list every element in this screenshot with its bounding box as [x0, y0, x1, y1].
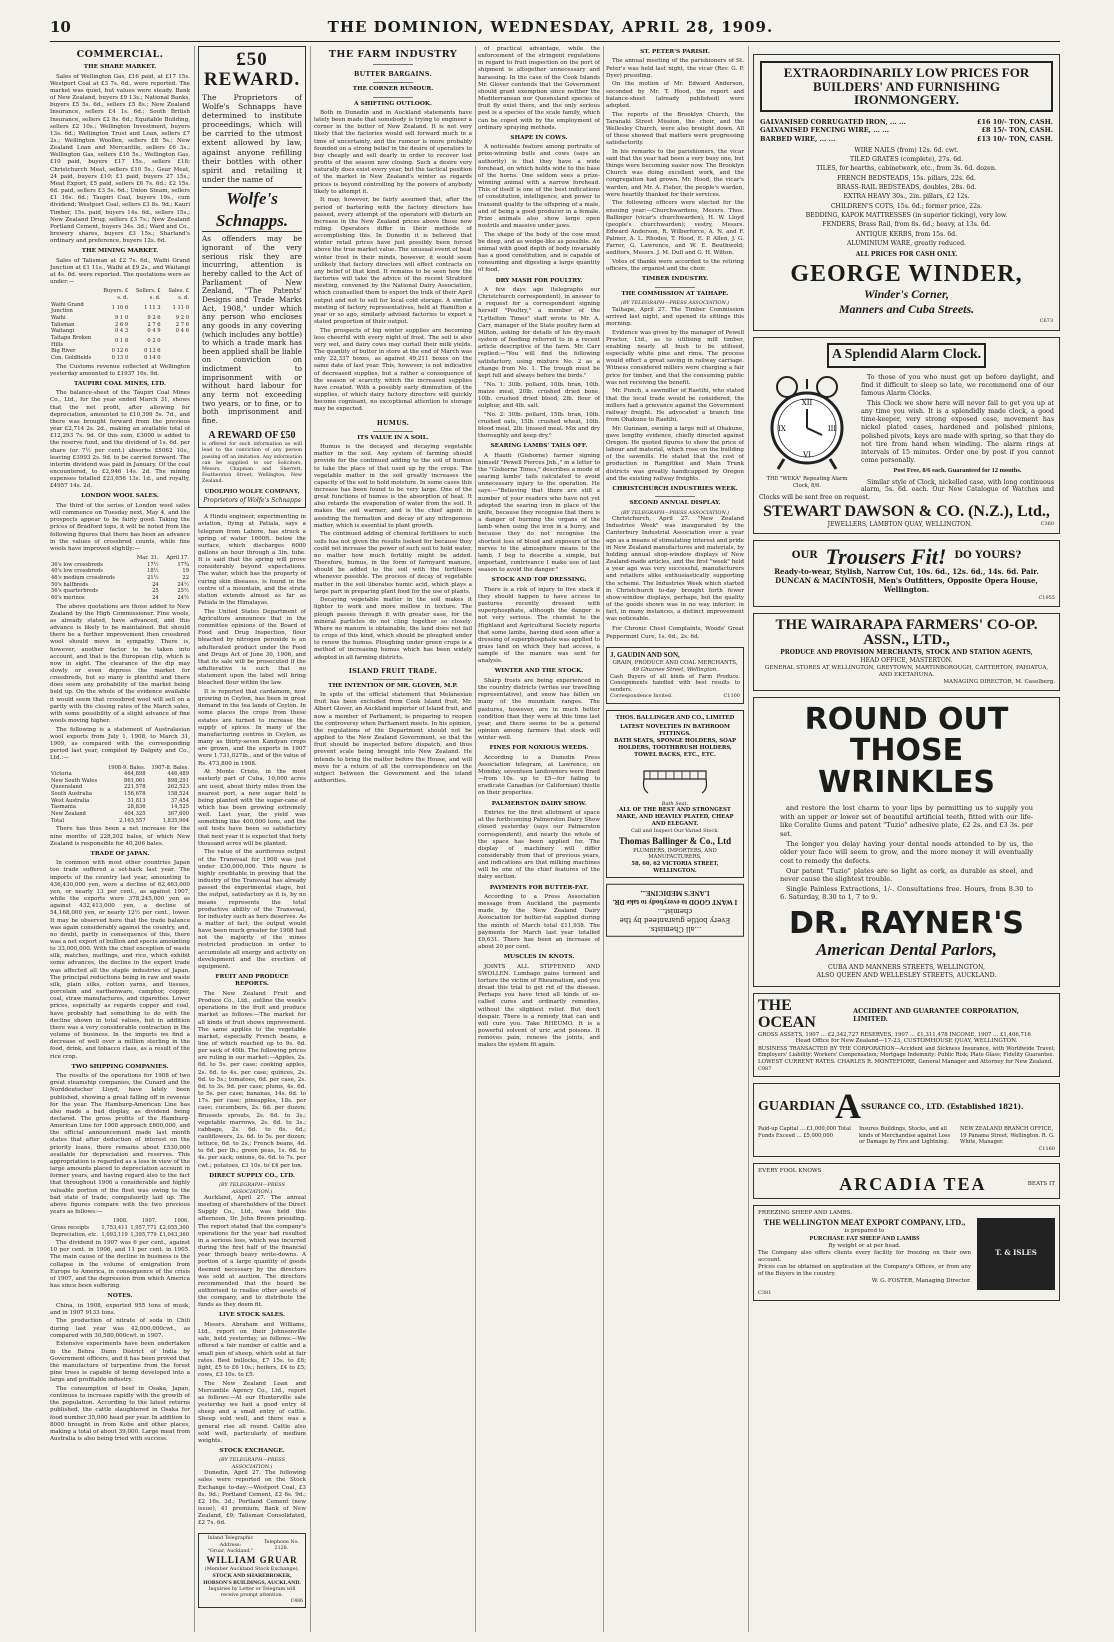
article-text: Entries for the first allotment of space at the forthcoming Palmerston Dairy Show closed yesterday (says our Palmerston correspondent), and nearly the whole of the space has been applied for. The display of machinery will differ considerably from that of previous years, and indications are that milking machines will be one of the chief features of the dairy section. — [478, 810, 600, 881]
rayner-headline: THOSE WRINKLES — [818, 733, 995, 800]
article-text: The dividend in 1907 was 6 per cent., against 10 per cent. in 1906, and 11 per cent. in 1905. The main cause of the decline in business is the collapse in the volume of emigration from Europe to America, in consequence of the crisis of 1907, and the depression from which America has since been suffering. — [50, 1240, 190, 1290]
ad-code: C987 — [758, 1065, 772, 1072]
list-item: CHILDREN'S COTS, 15s. 6d.; former price, 22s. — [830, 202, 983, 210]
rayner-name: DR. RAYNER'S — [788, 905, 1025, 941]
article-source: (BY TELEGRAPH—PRESS ASSOCIATION.) — [620, 509, 730, 516]
arcadia-name: ARCADIA TEA — [839, 1174, 987, 1195]
article-title: THE SHARE MARKET. — [83, 64, 157, 71]
broker-line: STOCK AND SHAREBROKER, — [212, 1572, 292, 1579]
gaudin-ad — [606, 647, 744, 704]
broker-name: WILLIAM GRUAR — [206, 1554, 298, 1565]
broker-line: (Member Auckland Stock Exchange), — [204, 1566, 300, 1573]
table-row: Taitapu Broken Hills 0 1 8 0 2 0 — [51, 334, 161, 348]
article-title: STOCK EXCHANGE. — [219, 1448, 285, 1455]
column-farm-industry — [314, 46, 472, 1632]
wairarapa-line: PRODUCE AND PROVISION MERCHANTS, STOCK AND STATION AGENTS, — [780, 649, 1033, 657]
rayner-text: Single Painless Extractions, 1/-. Consultations free. Hours, from 8.30 to 6. Saturday, 8.30 to 1, 7 to 9. — [780, 884, 1033, 902]
rayner-text: The longer you delay having your dental needs attended to by us, the older your face will seem to grow, and the more money it will eventually cost to remedy the defects. — [780, 839, 1033, 865]
guardian-line: Insures Buildings, Stocks, and all kinds of Merchandise against Loss or Damage by Fire and Lightning. — [859, 1125, 951, 1146]
gaudin-line: Cash Buyers of all kinds of Farm Produce. Consignments handled with best results to senders. — [610, 673, 740, 693]
ballinger-line: Call and Inspect Our Varied Stock. — [631, 827, 719, 834]
wairarapa-line: MANAGING DIRECTOR, M. Caselberg. — [943, 678, 1055, 685]
table-row: Waitangi 0 4 3 0 4 9 0 4 6 — [51, 328, 189, 335]
guardian-line: SSURANCE CO., LTD. (Established 1821). — [861, 1101, 1024, 1111]
ad-code: C1955 — [1038, 595, 1055, 602]
article-text: A few days ago (telegraphs our Christchurch correspondent), in answer to a request for a correspondent signing herself "Poultry," a member of the "Lyttelton Times" staff wrote to Mr. A. Carr, manager of the State poultry farm at Milton, asking for details of his dry-mash system of feeding referred to in a recent article descriptive of the farm. Mr. Carr replied:—"You will find the following satisfactory, using mixture No. 2 as a change from No. 1. The trough must be kept full and always before the birds." — [478, 287, 600, 379]
article-text: "No. 2: 30lb. pollard, 15lb. bran, 10lb. crushed oats, 15lb. crushed wheat, 10lb. blood meal, 2lb. linseed meal. Mix and dry thoroughly and keep dry." — [478, 411, 600, 440]
article-subtitle: THE CORNER RUMOUR. — [352, 86, 434, 93]
ballinger-ad — [606, 710, 744, 878]
article-text: In spite of the official statement that Melanesian fruit has been excluded from Cook Island fruit, Mr. Albert Glover, an Auckland importer of Island fruit, and now a member of Parliament, is preparing to reopen the controversy when Parliament meets. In his opinion, the regulations of the Department should not be applied to the New Zealand Government, so that the fruit should be inspected before dispatch, and thus prevent scale being brought into New Zealand. He intends to bring the matter before the House, and will move for a return of all the correspondence on the subject between the Government and the island authorities. — [314, 692, 472, 785]
guardian-line: NEW ZEALAND BRANCH OFFICE, 19 Panama Street, Wellington. R. G. White, Manager. — [960, 1125, 1055, 1146]
article-text: It is reported that cardamom, now growing in Ceylon, has been in great demand in the tea lands of Ceylon. In some places the crops from these estates are turned to increase the supply of spices. In many of the manufacturing centres in Ceylon, as many as thirty-seven Kandyan crops are grown, and the exports in 1907 were 1,731,027lb., and of the value of Rs. 473,800 in 1908. — [198, 688, 306, 767]
article-title: HUMUS. — [376, 419, 410, 427]
table-row: Waihi 9 1 0 9 2 6 9 2 0 — [51, 314, 189, 321]
list-item: TILED GRATES (complete), 27s. 6d. — [849, 156, 964, 164]
list-item: TILES, for hearths, cabinetwork, etc., from 3s. 6d. dozen. — [816, 165, 997, 173]
reward-subtitle: A REWARD OF £50 — [208, 429, 296, 441]
wairarapa-ad — [753, 613, 1060, 691]
ad-code: C381 — [758, 1289, 772, 1296]
clock-title: A Splendid Alarm Clock. — [827, 343, 986, 368]
table-row: New South Wales 861,061 898,291 — [51, 777, 189, 784]
rayner-text: and restore the lost charm to your lips by permitting us to supply you with an upper or lower set of beautiful artificial teeth, fitted with our life-like Coralite Gums and patent "Tuzio" adhesive plate, £2 2s. and £3 3s. per set. — [780, 804, 1033, 838]
article-text: Taihape, April 27. The Timber Commission arrived last night, and opened its sittings this morning. — [606, 306, 744, 327]
table-row: Talisman 2 6 9 2 7 6 2 7 6 — [51, 321, 189, 328]
article-title: FINES FOR NOXIOUS WEEDS. — [489, 745, 589, 752]
winder-sub: Manners and Cuba Streets. — [838, 302, 975, 317]
meat-line: By weight or at per head. — [828, 1243, 901, 1250]
article-text: The Customs revenue collected at Wellington yesterday amounted to £1937 16s. 9d. — [50, 363, 190, 377]
wolfe-schnapps-ad — [198, 46, 306, 508]
clock-company: STEWART DAWSON & CO. (N.Z.), Ltd., — [763, 502, 1050, 520]
trousers-line: DUNCAN & MACINTOSH, Men's Outfitters, Opposite Opera House, Wellington. — [775, 576, 1038, 595]
clock-price: Post Free, 8/6 each. Guaranteed for 12 months. — [893, 467, 1022, 475]
article-text: A noticeable feature among portraits of prize-winning bulls and cows (says an authority) is that they have a wide forehead, on which holds wide to the base of the horns. One seldom sees a prize-winning animal with a narrow forehead. This of itself is one of the best indications of constitution, intelligence, and power to transmit quality to the offspring of a male, and of being a good producer in a female. Prize animals also show large open nostrils and massive under jaws. — [478, 144, 600, 229]
article-text: "No. 1: 30lb. pollard, 10lb. bran, 10lb. maize meal, 20lb. crushed dried bone, 10lb. crushed dried blood, 2lb. flour of sulphur, and 4lb. salt. — [478, 381, 600, 409]
article-title: STOCK AND TOP DRESSING. — [491, 577, 587, 584]
article-text: Messrs. Abraham and Williams, Ltd., report on their Johnsonville sale, held yesterday, as follows:—We offered a fair number of cattle and a small pen of sheep, which sold at fair rates. Best bullocks, £7 15s. to £8; light, £5 to £6 10s.; heifers, £4 to £5; cows, £3 10s. to £5. — [198, 1321, 306, 1378]
svg-text:III: III — [827, 424, 837, 433]
list-item: WIRE NAILS (from) 12s. 6d. cwt. — [854, 146, 959, 154]
table-row: Con. Goldfields 0 13 0 0 14 0 — [51, 354, 161, 361]
table-header-row: 1908-9. Bales. 1907-8. Bales. — [108, 764, 189, 771]
list-item: ALUMINIUM WARE, greatly reduced. — [846, 239, 967, 247]
column-4 — [478, 46, 600, 1632]
article-text: Sales of Talisman at £2 7s. 6d., Waihi Grand Junction at £1 11s., Waihi at £9 2s., and Waitangi at 4s. 6d. were reported. The quotations were as under:— — [50, 257, 190, 286]
wairarapa-line: GENERAL STORES AT WELLINGTON, GREYTOWN, MARTINBOROUGH, CARTERTON, PAHIATUA, AND EKETAHUNA. — [764, 664, 1049, 678]
article-text: The continued adding of chemical fertilisers to such soils has not given the results looked for because they could not increase the power of such soil to hold water, no matter how much fertility might be added. Therefore, humus, in the form of farmyard manure, should be added to the soil with the fertilisers whenever possible. The process of decay of vegetable matter in the soil liberates humic acid, which plays a large part in preparing plant food for the use of plants. — [314, 531, 472, 595]
clock-address: JEWELLERS, LAMBTON QUAY, WELLINGTON. — [827, 520, 972, 528]
wool-tops-table — [50, 555, 190, 602]
article-subtitle: A SHIFTING OUTLOOK. — [354, 100, 432, 107]
gaudin-line: GRAIN, PRODUCE AND COAL MERCHANTS, — [612, 659, 738, 666]
guardian-line: Paid-up Capital ... £1,000,000 Total Funds Exceed ... £5,000,000 — [758, 1125, 851, 1139]
ballinger-line: LATEST NOVELTIES IN BATHROOM FITTINGS. — [620, 724, 730, 737]
trousers-left: OUR — [791, 550, 818, 562]
clock-caption: THE "WEKA" Repeating Alarm Clock, 8/6. — [766, 475, 848, 489]
inverted-line: ...all Chemists. — [648, 925, 702, 933]
article-text: Sharp frosts are being experienced in the country districts (writes our travelling representative), and snow has fallen on many of the mountain ranges. The pastures, however, are in much better condition than they were at this time last year, and there seems to be a general opinion among farmers that stock will winter well. — [478, 677, 600, 742]
article-subtitle: THE COMMISSION AT TAIHAPE. — [621, 290, 729, 297]
ocean-line: Head Office for New Zealand—17-23, CUSTOMHOUSE QUAY, WELLINGTON. — [795, 1038, 1018, 1045]
ocean-ad — [753, 993, 1060, 1077]
list-item: BARBED WIRE, ... ... £13 10/- TON, CASH. — [760, 134, 1053, 143]
article-title: MUSCLES IN KNOTS. — [503, 954, 575, 961]
article-text: In his remarks to the parishioners, the vicar said that the year had been a very busy one, but things were becoming easier now. The Brooklyn Church was doing excellent work, and the congregation had grown. Mr. Hood, the vicar's warden, and Mr. A. Fisher, the people's warden, were heartily thanked for their services. — [606, 148, 744, 198]
article-text: There has thus been a net increase for the nine months of 228,202 bales, of which New Zealand is responsible for 40,206 bales. — [50, 826, 190, 847]
article-text: Dunedin, April 27. The following sales were reported on the Stock Exchange to-day:—Westport Coal, £3 8s. 9d.; Portland Cement, £2 6s. 9d.; £2 16s. 3d.; Portland Cement (new issue), 41 premium; Bank of New Zealand, £9; Talisman Consolidated, £2 7s. 6d. — [198, 1470, 306, 1527]
shipping-table — [50, 1218, 190, 1238]
article-text: Christchurch, April 27. "New Zealand Industries Week" was inaugurated by the Canterbury Industrial Association over a year ago as a means of stimulating interest and pride in New Zealand manufactures and materials, by holding annual shop-window displays of New Zealand-made articles, and the first "week" held a year ago was very successful, manufacturers and retailers alike enthusiastically supporting the scheme. The Industries Week which started in Christchurch to-day brought forth fewer show-window displays, perhaps, but the quality of the goods shown was in no way inferior; in fact, in many instances, a distinct improvement was noticeable. — [606, 516, 744, 623]
newspaper-title: THE DOMINION, WEDNESDAY, APRIL 28, 1909. — [327, 17, 774, 36]
inverted-line: Every bottle guaranteed by the chemist... — [619, 907, 731, 925]
rayner-headline: ROUND OUT — [804, 701, 1009, 737]
article-title: LONDON WOOL SALES. — [81, 493, 159, 500]
article-text: The third of the series of London wool sales will commence on Tuesday next, May 4, and the prospects appear to be fairly good. Taking the prices of Bradford tops, it will be noted from the following figures that there has been an advance in the values of crossbred counts, while fine wools have improved slightly:— — [50, 502, 190, 552]
trousers-line: Ready-to-wear, Stylish, Narrow Cut, 10s. 6d., 12s. 6d., 14s. 6d. Pair. — [774, 567, 1039, 577]
ad-text: The Proprietors of Wolfe's Schnapps have determined to institute proceedings, which will be carried to the utmost extent allowed by law, against anyone refilling their bottles with other spirit and retailing it under the name of — [202, 92, 302, 184]
mining-quotation-table — [50, 288, 190, 361]
company-sub: Proprietors of Wolfe's Schnapps — [203, 496, 301, 504]
article-text: The following is a statement of Australasian wool exports from July 1, 1908, to March 31, 1909, as compared with the corresponding period last year, compiled by Dalgety and Co., Ltd.:— — [50, 726, 190, 762]
trousers-ad — [753, 540, 1060, 606]
article-title: ISLAND FRUIT TRADE. — [348, 667, 438, 675]
article-text: The consumption of beef in Osaka, Japan, continues to increase rapidly with the growth of the population. According to the latest returns published, the cattle slaughtered in Osaka for food number 35,000 head per year. In addition to 8000 brought in from Kobe and other places, making a total of about 39,000. Large meat from Australia is also being tried with success. — [50, 1385, 190, 1442]
table-header-row: 1908. 1907. 1906. — [112, 1218, 189, 1225]
column-2 — [198, 46, 306, 1632]
meat-sign: W. G. FOSTER, Managing Director. — [871, 1277, 971, 1284]
gruar-broker-ad — [198, 1533, 306, 1608]
gaudin-line: Correspondence Invited. — [610, 693, 673, 700]
article-text: The annual meeting of the parishioners of St. Peter's was held last night, the vicar (Rev. G. P. Dyer) presiding. — [606, 58, 744, 79]
ocean-line: LOWEST CURRENT RATES. CHARLES R. MONTEFIORE, General Manager and Attorney for New Zealand. — [758, 1058, 1053, 1065]
article-text: Mr. Gunnam, owning a large mill at Ohakune, gave lengthy evidence, chiefly directed against Oregon. He quoted figures to show the price of labour and material, which rose on the building of the sawmills. He stated that the cost of production in Rangitikei and Main Trunk districts was greatly handicapped by Oregon and the existing railway freights. — [606, 425, 744, 482]
reward-title: £50 REWARD. — [203, 49, 301, 90]
table-row: 46's medium crossbreds 21½ 22 — [51, 574, 189, 581]
list-item: BEDDING, KAPOK MATTRESSES (in superior ticking), very low. — [805, 211, 1008, 219]
article-subtitle: ITS VALUE IN A SOIL. — [357, 434, 429, 441]
article-title: SEARING LAMBS' TAILS OFF. — [490, 443, 588, 450]
article-text: China, in 1908, exported 955 tons of musk, and in 1907 9133 tons. — [50, 1302, 190, 1316]
table-row: 40's low crossbreds 18½ 19 — [51, 568, 189, 575]
clock-text: Similar style of Clock, nickelled case, with long continuous alarm, 5s. 6d. each. Our New Catalogue of Watches and Clocks will be sent free on request. — [759, 478, 1054, 502]
ocean-line: ACCIDENT AND GUARANTEE CORPORATION, LIMITED. — [853, 1006, 1019, 1023]
article-text: The New Zealand Fruit and Produce Co., Ltd., outline the week's operations in the fruit and produce market as follows:—The market for all kinds of fruit shows improvement. The same applies to the vegetable market, especially French beans, a line of which reached up to 9s. 6d. per sack of 40lb. The following prices are ruling in our market:—Apples, 2s. 6d. to 5s. per case; cooking apples, 2s. 6d. to 4s. per case; quinces, 2s. 6d. to 5s.; tomatoes, 6d. per case, 2s. 6d. to 3s. 9d. per case; plums, 4s. 6d. to 5s. per case; bananas, 14s. 6d. to 17s. per case; pineapples, 18s. per case; cucumbers, 2s. 6d. per dozen; Brussels sprouts, 2s. 6d. to 3s.; vegetable marrows, 2s. 6d. to 3s.; cabbage, 2s. 6d. to 6s. 6d.; cauliflowers, 2s. 6d. to 5s. per dozen; lettuce, 6d. to 2s.; French beans, 4d. to 6d. per lb.; green peas, 1s. 6d. to 4s. per sack; onions, 6s. 6d. to 7s. per cwt.; potatoes, £3 10s. to £4 per ton. — [198, 990, 306, 1169]
table-row: Depreciation, etc. 1,093,119 1,395,779 £1,043,360 — [51, 1231, 189, 1238]
guardian-ad — [753, 1083, 1060, 1157]
inverted-ad — [606, 884, 744, 937]
article-text: The value of the auriferous output of the Transvaal for 1908 was just under £30,000,000. This figure is highly creditable in proving that the industry of the Transvaal has already passed the experimental stage, but the output, satisfactory as it is, by no means represents the total productive ability of the Transvaal, for industry such as hers deserves. As a matter of fact, the output would have been much greater for 1908 had not the majority of the mines restricted production in order to accumulate all energy and activity on development and the erection of equipment. — [198, 849, 306, 970]
article-text: JOINTS ALL STIFFENED AND SWOLLEN. Lumbago pains torment and torture the victim of Rheumatism, and you dread this trial to get rid of the disease. Perhaps you have tried all kinds of so-called cures and ordinarily remedies, without the slightest relief. But don't despair. There is a remedy that can and will cure you. Take RHEUMO. It is a powerful solvent of uric acid poisons. It removes pain, renews the joints, and makes the system fit again. — [478, 963, 600, 1049]
alarm-clock-ad — [753, 337, 1060, 534]
inverted-line: I WANT GOOD to everybody to take DR. LANE'S MEDICINE... — [612, 889, 738, 907]
article-text: Extensive experiments have been undertaken in the Behra Dunn District of India by Government officers, and it has been proved that the manufacture of turpentine from the forest pine trees is capable of being developed into a large and profitable industry. — [50, 1341, 190, 1384]
winder-ad — [753, 54, 1060, 331]
article-title: THE MINING MARKET. — [81, 248, 159, 255]
ballinger-name: Thomas Ballinger & Co., Ltd — [618, 836, 732, 847]
rayner-sub: American Dental Parlors, — [816, 940, 997, 960]
article-text: The results of the operations for 1908 of two great steamship companies, the Cunard and the Norddeutscher Lloyd, have lately been published, showing a great falling off in revenue for the year. The Hamburg-American Line has also made a bad display, as dividend being declared. The gross profits of the Hamburg-American Line for 1908 approach £600,000, and the official announcement made last month states that after deduction of interest on the priority loans, there remains about £530,000 available for depreciation and reserves. This appropriation is regarded as a loss in view of the large amounts placed to depreciation account in former years, and having regard also to the fact that throughout 1906 a considerable and highly valuable portion of the fleet was owing to the bad state of trade, compulsorily laid up. The above figures compare with the two previous years as follows:— — [50, 1073, 190, 1216]
ballinger-line: BATH SEATS, SPONGE HOLDERS, SOAP HOLDERS, TOOTHBRUSH HOLDERS, TOWEL RACKS, ETC., ETC. — [613, 737, 737, 758]
table-row: South Australia 156,678 158,524 — [51, 791, 189, 798]
table-row: West Australia 31,813 37,454 — [51, 797, 189, 804]
article-source: (BY TELEGRAPH—PRESS ASSOCIATION.) — [218, 1457, 286, 1470]
wairarapa-title: THE WAIRARAPA FARMERS' CO-OP. ASSN., LTD., — [775, 616, 1038, 649]
winder-title: EXTRAORDINARILY LOW PRICES FOR BUILDERS' AND FURNISHING IRONMONGERY. — [760, 61, 1053, 112]
winder-name: GEORGE WINDER, — [790, 260, 1023, 287]
arcadia-right: BEATS IT — [1027, 1181, 1055, 1188]
article-title: PAYMENTS FOR BUTTER-FAT. — [489, 884, 589, 891]
article-title: PALMERSTON DAIRY SHOW. — [491, 800, 587, 807]
gaudin-line: 49 Ghuznee Street, Wellington. — [632, 666, 718, 673]
column-advertisements — [753, 46, 1060, 1632]
article-title: WINTER AND THE STOCK. — [494, 668, 584, 675]
article-text: Votes of thanks were accorded to the retiring officers, the organist and the choir. — [606, 259, 744, 273]
article-text: The production of nitrate of soda in Chili during last year was 42,000,000cwt., as compared with 30,580,000cwt. in 1907. — [50, 1318, 190, 1339]
article-text: Both in Dunedin and in Auckland statements have lately been made that somebody is trying to engineer a corner in the butter of New Zealand. It is not very likely that the factories would sell forward much in a time of uncertainty, and the rumour is more probably founded on a strong belief in the desire of operators to buy cheaply and sell dearly in order to recover lost profits of the season now closing. Such a desire very naturally does exist every year, but the tactical position of the market in New Zealand's winter as regards prices is beyond controlling by the powers of anybody likely to attempt it. — [314, 110, 472, 195]
article-title: CHRISTCHURCH INDUSTRIES WEEK. — [612, 485, 738, 492]
ballinger-line: ALL OF THE BEST AND STRONGEST MAKE, AND HEAVILY PLATED, CHEAP AND ELEGANT. — [616, 806, 734, 827]
ad-code: C1160 — [1038, 1145, 1055, 1152]
list-item: FRENCH BEDSTEADS, 15s. pillars, 22s. 6d. — [837, 174, 976, 182]
table-row: 56's quarterbreds 25 25½ — [51, 588, 189, 595]
ad-text: As offenders may be ignorant of the very serious risk they are incurring, attention is hereby called to the Act of Parliament of New Zealand, "The Patents' Designs and Trade Marks Act, 1908," under which any person who encloses any goods in any covering (which includes any bottle) to which a trade mark has been applied shall be liable on conviction on indictment to imprisonment with or without hard labour for any term not exceeding two years, or to fine, or to both imprisonment and fine. — [202, 234, 302, 425]
article-text: The shape of the body of the cow must be deep, and as wedge-like as possible. An animal with good depth of body invariably has a good constitution, and is capable of consuming and digesting a large quantity of food. — [478, 231, 600, 274]
column-commercial — [50, 46, 190, 1632]
list-item: FENDERS, Brass Rail, from 8s. 6d.; heavy, at 13s. 6d. — [822, 221, 991, 229]
article-text: According to a Press Association message from Auckland the payments made by the New Zealand Dairy Association for butter-fat supplied during the month of March total £11,938. The payments for March last year totalled £9,631. There has been an increase of about 20 per cent. — [478, 894, 600, 951]
article-text: The following officers were elected for the ensuing year:—Churchwardens, Messrs. Thos. Ballinger (vicar's churchwarden), H. W. Lloyd (people's churchwarden); vestry, Messrs. Edward Anderson, R. Wilberforce, A. N. and F. Palmer, A. L. Rhodes, T. Hood, E. P. Allen, J. G. Farrer, G. Lawrence, and W. E. Beuthwold; auditors, Messrs. J. M. Dull and G. H. Wilton. — [606, 200, 744, 257]
winder-sub: Winder's Corner, — [864, 286, 949, 301]
svg-text:IX: IX — [778, 424, 786, 433]
list-item: GALVANISED CORRUGATED IRON, ... ... £16 10/- TON, CASH. — [760, 117, 1053, 126]
rayner-line: ALSO QUEEN AND WELLESLEY STREETS, AUCKLAND. — [816, 971, 997, 979]
company-name: UDOLPHO WOLFE COMPANY, — [204, 488, 300, 496]
wairarapa-line: HEAD OFFICE, MASTERTON. — [860, 656, 953, 664]
meat-line: FREEZING SHEEP AND LAMBS. — [758, 1210, 853, 1217]
meat-export-ad — [753, 1205, 1060, 1301]
ballinger-line: 58, 60, 62 VICTORIA STREET, WELLINGTON. — [631, 860, 719, 874]
table-row: Gross receipts 1,753,411 1,957,771 £2,055,300 — [51, 1224, 189, 1231]
table-row: 50's halfbreds 24 24½ — [51, 581, 189, 588]
table-row: 60's merinos 24 24½ — [51, 594, 189, 601]
clock-text: To those of you who must get up before daylight, and find it difficult to sleep so late, we recommend one of our famous Alarm Clocks. — [861, 372, 1054, 398]
broker-line: HOBSON'S BUILDINGS, AUCKLAND. — [203, 1579, 301, 1586]
article-source: (BY TELEGRAPH—PRESS ASSOCIATION.) — [218, 1182, 286, 1195]
ocean-name: THE OCEAN — [758, 996, 816, 1031]
broker-line: Inquiries by Letter or Telegram will receive prompt attention. — [208, 1587, 296, 1599]
wool-exports-table — [50, 765, 190, 825]
article-title: LIVE STOCK SALES. — [218, 1312, 286, 1319]
meat-line: The Company also offers clients every facility for freezing on their own account. — [758, 1250, 971, 1264]
table-row: Queensland 221,578 262,523 — [51, 784, 189, 791]
svg-text:VI: VI — [803, 450, 811, 459]
ad-code: C1100 — [723, 693, 740, 700]
meat-line: PURCHASE FAT SHEEP AND LAMBS — [809, 1234, 920, 1242]
page-number: 10 — [50, 17, 71, 36]
winder-item-list — [760, 146, 1053, 248]
article-text: A Hindu engineer, experimenting in aviation, flying at Patiala, says a telegram from Lahore, has struck a spring of water 1600ft. below the surface, which discharges 6000 gallons an hour through a 3in. tube. It is said that the spring will prove considerably beyond expectations. The water, which has the property of curing skin diseases, is found in the centre of a mountain, and the strata station extends almost as far as Patiala in the Himalayas. — [198, 514, 306, 607]
ballinger-title: THOS. BALLINGER AND CO., LIMITED — [615, 713, 735, 721]
article-text: The above quotations are those added to New Zealand by the High Commissioner. Fine wools, as already stated, have advanced, and this advance is likely to be maintained. But should there be a further improvement then crossbred wool should move in sympathy. There is, however, another factor to be taken into account, and that is the European clip, which is now in sight. The clearance of the dip may slowly or even depress the market for crossbreds, but so many is plentiful and there does seem any probability of the market being held up. On the whole of the evidence available it would seem that crossbred wool will sell on a parity with the closing rates of the March sales, with some possibility of a slight advance of fine wools moving higher. — [50, 603, 190, 725]
article-title: DRY MASH FOR POULTRY. — [495, 277, 583, 284]
masthead — [50, 14, 1060, 42]
brand-name: Wolfe's Schnapps. — [202, 187, 302, 233]
trousers-title: Trousers Fit! — [825, 544, 947, 570]
article-text: It may, however, be fairly assumed that, after the period of bartering with the factory directors has passed, every attempt of the operators will disturb an increase in the New Zealand prices above those now ruling. Operators differ in their methods of accomplishing this. In Dunedin it is believed that winter retail prices have just possibly been forced above the true market value. The unusual event of heat winter frost in their minds, however, it would seem unlikely that factory directors will effect contracts on any belief of that kind. It remains to be seen how the factories will take the advice of the recent Stratford meeting, convened by the National Dairy Association, which counselled them to export the bulk of their April output and not to sell for local cold storage. A similar meeting of factory representatives, held at Hamilton a year or so ago, similarly advised factories to export a stated proportion of their output. — [314, 197, 472, 326]
section-heading: COMMERCIAL. — [76, 49, 164, 60]
article-text: The balance-sheet of the Taupiri Coal Mines Co., Ltd., for the year ended March 31, shows that the net profit, after allowing for depreciation, amounted to £10,399 5s. 7d., and there was brought forward from the previous year £2,714 2s. 2d., making an available total of £12,293 7s. 9d. Of this sum, £3000 is added to the reserve fund, and the dividend of 1s. 6d. per share (or 7½ per cent.) absorbs £5062 10s., leaving £3993 2s. 9d. to be carried forward. The interim dividend was paid in January. Of the coal encountered, to £2,946 14s. 2d. The mining expenses totalled £23,656 13s. 1d., and royalty, £4957 14s. 2d. — [50, 390, 190, 490]
article-title: TIMBER INDUSTRY. — [641, 276, 709, 283]
article-text: Decaying vegetable matter in the soil makes it lighter to work and more mellow in texture. The plough passes through it with greater ease, for the mineral particles do not cling together so closely. Where no manure is obtainable, the land does not fail to crops of this kind, which should be ploughed under to renew the humus. Ploughing under green crops is a method of increasing humus which has been widely adopted in all farming districts. — [314, 597, 472, 661]
article-text: Auckland, April 27. The annual meeting of shareholders of the Direct Supply Co., Ltd., was held this afternoon, Dr. John Brown presiding. The report stated that the company's operations for the year had resulted in a serious loss, which was incurred during the first half of the financial year through heavy write-downs. A portion of a large quantity of goods deemed necessary by the directors was sold at auction. The directors recommended that the board be authorised to realise other assets of the company, and to distribute the funds as they deem fit. — [198, 1194, 306, 1309]
meat-line: Prices can be obtained on application at the Company's Offices, or from any of the Buyers in the country. — [758, 1264, 971, 1277]
rayner-line: CUBA AND MANNERS STREETS, WELLINGTON, — [828, 964, 985, 972]
table-row: Victoria 464,898 446,489 — [51, 771, 189, 778]
guardian-name: GUARDIAN — [758, 1098, 835, 1114]
article-text: In common with most other countries Japan too trade suffered a set-back last year. The imports of the country last year, amounting to 436,430,000 yen, were a decline of 62,463,000 yen, or nearly 13 per cent., as against 1907, while the exports were 378,245,000 yen as against 432,413,000 yen, a decline of 54,168,000 yen, or nearly 12½ per cent., lower. It may be observed here that the trade balance was again considerably against the country, and, no doubt, partly in consequence of this, there was a net export of bullion and specie amounting to 33,000,000. With the chief exception of waste silk, matches, mattings, and rice, which exhibit some advances, the decline in the export trade was affected all the staple industries of Japan. The principal reductions being in raw and waste silk, plain silks, cotton yarns, and tissues, porcelain and earthenware, camphor, copper, coal, straw manufactures, and cigarettes. Lower prices, especially as regards copper and coal, have probably had something to do with the decline shown in total values, but in addition there was a very considerable contraction in the volume of business. In the imports we find a decrease of well over a million sterling in the food, drink, and tobacco class, as a result of the rice crop. — [50, 860, 190, 1060]
table-row: Total 2,163,557 1,835,904 — [51, 817, 189, 824]
article-text: A Hauiti (Gisborne) farmer signing himself "Pewell Pierces Jnh.," in a letter to the "Gisborne Times," describes a mode of searing lambs' tails calculated to avoid unnecessary injury to the operation. He says:—"Believing that there are still a number of your readers who have not yet adopted the searing iron in place of the knife, because they recognise that there is a danger of burning the organs of the lamb when using the iron in a hurry, and because they do not recognise the shortest loss of blood and exposure of the nerves to the atmosphere means to the lamb, I beg to describe a simple, but important, contrivance I make use of last season to avoid the danger." — [478, 452, 600, 574]
article-text: Sales of Wellington Gas, £16 paid, at £17 15s. Westport Coal at £3 7s. 6d., were reported. The market was quiet, but values were steady. Bank of New Zealand, buyers £9 13s.; National Banks, buyers £5 5s. 6d., sellers £5 8s.; New Zealand Insurance, sellers £4 1s. 6d.; South British Insurance, sellers £2 8s. 6d.; Equitable Building, sellers £2 10s.; Wellington Investment, buyers 13s. 6d.; Wellington Trust and Loan, sellers £7 2s.; Wellington Woollen, sellers £8 5s.; New Zealand Loan and Mercantile, sellers £6 3s.; Wellington Gas, sellers £16 5s.; Wellington Gas, £10 paid, buyers £17 15s., sellers £18; Christchurch Meat, sellers £10 5s.; Gear Meat, 24 paid, buyers £10; £1 paid, buyers 27 15s.; Meat Export, £5 paid, sellers £6 7s. 6d.; £2 15s. 6d. paid, sellers £3 5s. 6d.; Union Steam, sellers £1 16s. 6d.; Taupiri Coal, buyers 19s., cum dividend; Westport Coal, sellers £3 8s. 9d.; Kauri Timber, 15s. paid, buyers 14s. 6d., sellers 15s.; New Zealand Drug, sellers £3 7s.; New Zealand Portland Cement, buyers 34s. 3d.; Ward and Co., brewery shares, buyers £3 15s.; Sharland's ordinary and preference, buyers 12s. 6d. — [50, 73, 190, 245]
article-text: of practical advantage, while the enforcement of the stringent regulations in regard to fruit inspection on the port of shipment is altogether unnecessary and harassing. In the case of the Cook Islands Mr. Glover contends that the Government should grant exemption since neither the Mediterranean nor Queensland species of fruit fly exist there, and the only serious pest is a species of the scale family, which can be coped with by the employment of ordinary spraying methods. — [478, 46, 600, 131]
article-text: There is a risk of injury to live stock if they should happen to have access to pastures recently dressed with superphosphate, although the danger is not very serious. The chemist to the Highland and Agricultural Society reports that some lambs, having died soon after a dressing of superphosphate was applied to grass land on which they had access, a sample of the manure was sent for analysis. — [478, 586, 600, 665]
ocean-line: GROSS ASSETS, 1907 ... £2,342,727 RESERVES, 1907 ... £1,311,478 INCOME, 1907 ... £1,406,716 — [758, 1031, 1031, 1038]
article-text: The reports of the Brooklyn Church, the Taranaki Street Mission, the choir, and the Wellesley Church, were also brought down. All of these showed that matters were progressing satisfactorily. — [606, 111, 744, 147]
table-row: New Zealand 404,325 367,600 — [51, 811, 189, 818]
meat-name: THE WELLINGTON MEAT EXPORT COMPANY, LTD., — [763, 1217, 966, 1227]
ballinger-line: Bath Seat. — [661, 800, 689, 807]
column-5 — [606, 46, 744, 1632]
arcadia-top: EVERY FOOL KNOWS — [758, 1168, 822, 1175]
article-subtitle: SECOND ANNUAL DISPLAY. — [629, 500, 721, 507]
article-title: TAUPIRI COAL MINES, LTD. — [73, 380, 167, 387]
article-text: On the motion of Mr. Edward Anderson, seconded by Mr. T. Hood, the report and balance-sheet (already published) were adopted. — [606, 81, 744, 109]
article-title: TWO SHIPPING COMPANIES. — [71, 1063, 169, 1070]
article-text: For Chronic Chest Complaints, Woods' Great Peppermint Cure, 1s. 6d., 2s. 6d. — [606, 626, 744, 640]
table-row: 36's low crossbreds 17½ 17¾ — [51, 561, 189, 568]
rayner-text: Our patent "Tuzio" plates are so light as cork, as durable as steel, and never cause the slightest trouble. — [780, 866, 1033, 883]
ad-code: C486 — [290, 1599, 303, 1605]
trousers-right: DO YOURS? — [954, 550, 1022, 562]
article-title: DIRECT SUPPLY CO., LTD. — [209, 1172, 295, 1179]
article-source: (BY TELEGRAPH—PRESS ASSOCIATION.) — [620, 300, 730, 307]
winder-cash: ALL PRICES FOR CASH ONLY. — [855, 251, 958, 259]
article-text: The prospects of big winter supplies are becoming less cheerful with every night of frost. The soil is also very wet, and dairy cows may curtail their milk yields. The quantity of butter in store at the end of March was only 22,337 boxes, as against 49,211 boxes on the same date of last year. This, however, is not indicative of decreased supplies, but a rather a consequence of the season of scarcity which the increased supplies have created. With a possibly early diminution of the supplies, of which dairy factory directors will quickly become cognisant, no exceptional attention to storage may be expected. — [314, 327, 472, 413]
table-header-row: Mar. 31. April 17. — [136, 554, 189, 561]
winder-price-list — [760, 118, 1053, 143]
list-item: ANTIQUE KERBS, from 15s. 6d. — [855, 230, 958, 238]
bath-seat-icon — [640, 763, 710, 797]
gaudin-name: J. GAUDIN AND SON, — [610, 650, 680, 659]
article-title: ST. PETER'S PARISH. — [640, 49, 710, 55]
ad-code: C673 — [1039, 317, 1053, 324]
section-heading: THE FARM INDUSTRY — [328, 49, 458, 60]
article-text: The New Zealand Loan and Mercantile Agency Co., Ltd., report as follows:—At our Hunterville sale yesterday we had a good entry of sheep and a small entry of cattle. Sheep sold well, and there was a general rise all round. Cattle also sold well, particularly of medium weights. — [198, 1380, 306, 1444]
article-title: SHAPE IN COWS. — [510, 134, 568, 141]
article-title: FRUIT AND PRODUCE REPORTS. — [215, 974, 289, 988]
list-item: EXTRA HEAVY 30s., 2in. pillars, £2 12s. — [843, 193, 970, 201]
broker-phone: Telephone No. 2128. — [263, 1539, 299, 1551]
article-text: Mr. Punch, a sawmiller of Raetihi, who stated that the local trade would be considered, the millers had a grievance against the Government railway freight. He advocated a branch line from Ohakune to Raetihi. — [606, 388, 744, 423]
rayner-dental-ad — [753, 697, 1060, 987]
svg-text:XII: XII — [801, 398, 813, 407]
table-header-row: Buyers. £ s. d. Sellers. £ s. d. Sales. £ s. d. — [103, 288, 189, 301]
article-title: NOTES. — [107, 1293, 133, 1300]
article-text: Humus is the decayed and decaying vegetable matter in the soil. Any system of farming should provide for the continued adding to the soil of humus to take the place of that used up by the crops. The vegetable matter in the soil greatly increases the capacity of the soil to hold moisture. In some cases this increase has been found to be very large. One of the great functions of humus is the absorption of heat. It also retards the evaporation of water from the soil. It makes the soil warmer, and is the chief agent in assisting the formation and decay of any nitrogenous matter, which is essential to plant growth. — [314, 444, 472, 529]
table-row: Tasmania 28,836 14,525 — [51, 804, 189, 811]
meat-bottle-image: T. & ISLES — [977, 1218, 1055, 1290]
broker-telegraph: Inland Telegraphic Address: "Gruar, Auckland." — [207, 1536, 254, 1554]
article-title: BUTTER BARGAINS. — [354, 71, 432, 79]
guardian-letter: A — [835, 1086, 861, 1127]
meat-line: is prepared to — [844, 1227, 885, 1234]
article-title: TRADE OF JAPAN. — [90, 850, 150, 857]
table-row: Waihi Grand Junction 1 10 6 1 11 3 1 11 0 — [51, 301, 189, 315]
arcadia-tea-ad — [753, 1163, 1060, 1199]
table-row: Big River 0 12 6 0 13 6 — [51, 348, 161, 355]
ballinger-line: PLUMBERS, IMPORTERS, AND MANUFACTURERS, — [633, 847, 717, 861]
article-text: At Monte Cristo, in the most easterly part of Cuba, 10,000 acres are used, about thirty miles from the nearest port, a new sugar field is being planted with the sugar-cane of which has been growing extremely well. Last year, the yield was something like 400,000 tons, and the soil tests have been so satisfactory that next year it is expected that forty thousand acres will be planted. — [198, 769, 306, 847]
article-text: The United States Department of Agriculture announces that in the committee opinions of the Board of Food and Drug Inspection, flour bleached by nitrogen peroxide is an adulterated product under the Food and Drugs Act of June 30, 1906, and that its sale will be prosecuted if the adulterative is such that no statement upon the label will bring bleached flour within the law. — [198, 608, 306, 687]
article-text: According to a Dunedin Press Association telegram, at Lawrence, on Monday, seventeen landowners were fined—from 10s. up to £5—for failing to eradicate Canadian (or Californian) thistle on their properties. — [478, 754, 600, 797]
list-item: GALVANISED FENCING WIRE, ... ... £8 15/- TON, CASH. — [760, 126, 1053, 135]
list-item: BRASS-RAIL BEDSTEADS, doubles, 28s. 6d. — [836, 184, 977, 192]
ad-text: is offered for such information as will lead to the conviction of any person passing off an imitation. Any information can be supplied to our Solicitors, Messrs. Chapman and Skerrett, Featherston Street, Wellington, New Zealand. — [202, 442, 302, 485]
article-text: Evidence was given by the manager of Pewell Proctor, Ltd., as to utilising mill timber, enabling nearly all bush to be utilised, especially white pine and rimu. The process would effect a great saving in railway carriage. Witness considered millers were charging a fair price for timber, and that the consuming public was not receiving the benefit. — [606, 329, 744, 386]
article-subtitle: THE INTENTION OF MR. GLOVER, M.P. — [328, 682, 458, 689]
alarm-clock-icon — [762, 373, 852, 473]
ocean-line: BUSINESS TRANSACTED BY THE CORPORATION—Accident and Sickness Insurance, with Worldwide Travel; Employers' Liability; Workers' Compensation; Mortgage Indemnity; Public Risk; Plate Glass; Fidelity Guarantee. — [758, 1045, 1055, 1059]
clock-text: This Clock we show here will never fail to get you up at any time you wish. It is a splendidly made clock, a good time-keeper, very strong exposed case, movement has nickel plated cases, hardened and polished pinions, polished pivots, keys are made with spring, so that they do not tire from hand when winding. The alarm rings at intervals of 15 minutes. Order one by post if you cannot come personally. — [861, 398, 1054, 465]
ad-code: C360 — [1040, 521, 1054, 528]
